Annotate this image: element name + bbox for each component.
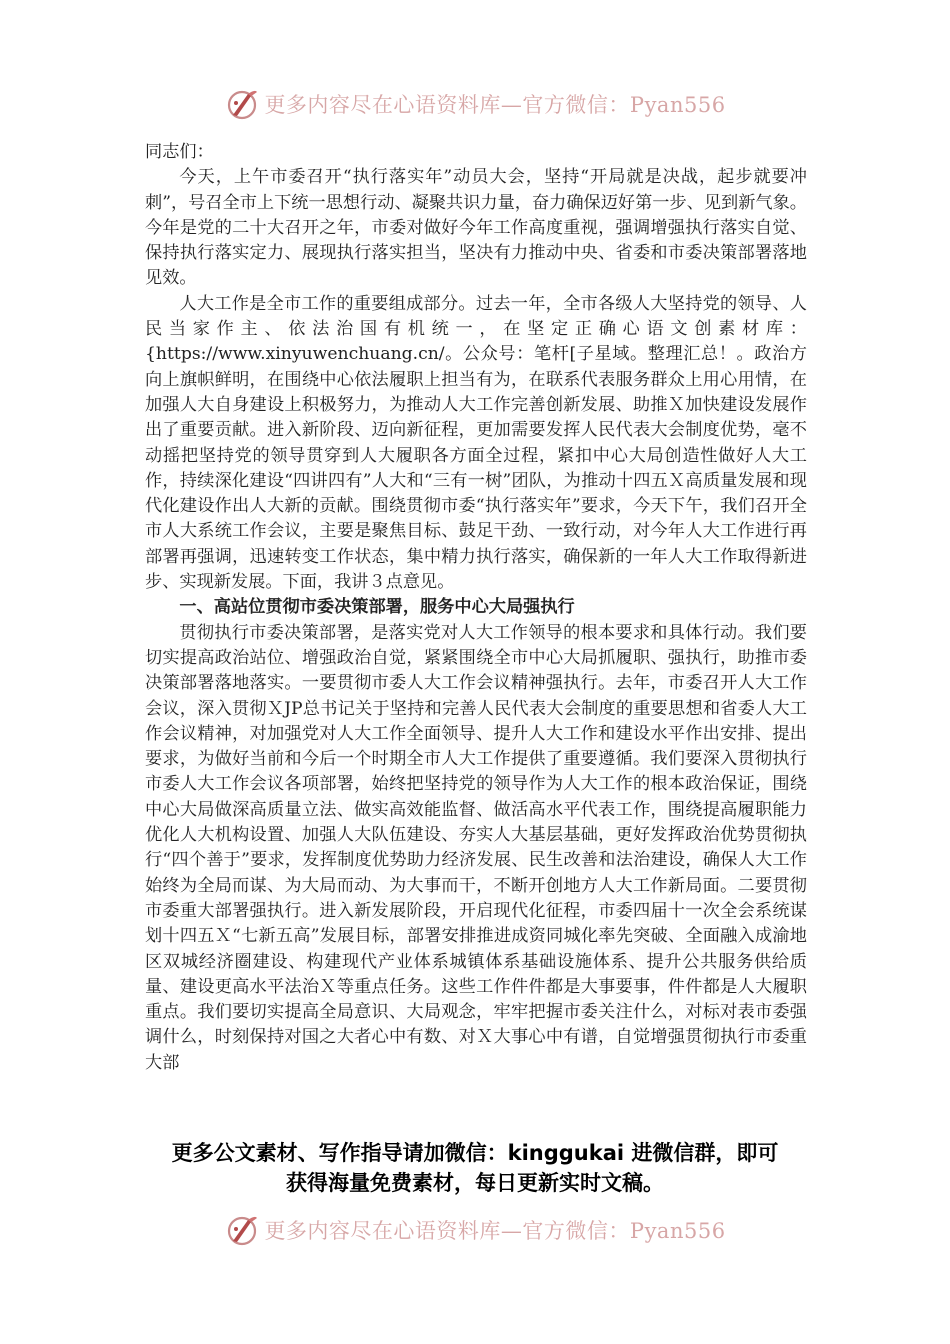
salutation: 同志们：: [145, 142, 214, 162]
document-body: [145, 140, 807, 1076]
header-banner: [0, 84, 950, 124]
promo-line-2: 获得海量免费素材，每日更新实时文稿。: [286, 1171, 664, 1195]
quill-pen-circle-icon: [224, 1212, 260, 1248]
promo-line-1: 更多公文素材、写作指导请加微信：kinggukai 进微信群，即可: [171, 1141, 779, 1165]
section-heading: 一、高站位贯彻市委决策部署，服务中心大局强执行: [179, 597, 575, 618]
footer-banner: [0, 1210, 950, 1250]
paragraph-npc-work: 人大工作是全市工作的重要组成部分。过去一年，全市各级人大坚持党的领导、人民当家作主、依法治国有机统一，在坚定正确心语文创素材库：{https://www.xinyuwenchuang.cn/。公众号：笔杆[子星域。整理汇总！。政治方向上旗帜鲜明，在围绕中心依法履职上担当有为，在联系代表服务群众上用心用情，在加强人大自身建设上积极努力，为推动人大工作完善创新发展、助推Ｘ加快建设发展作出了重要贡献。进入新阶段、迈向新征程，更加需要发挥人民代表大会制度优势，毫不动摇把坚持党的领导贯穿到人大履职各方面全过程，紧扣中心大局创造性做好人大工作，持续深化建设“四讲四有”人大和“三有一树”团队，为推动十四五Ｘ高质量发展和现代化建设作出人大新的贡献。围绕贯彻市委“执行落实年”要求，今天下午，我们召开全市人大系统工作会议，主要是聚焦目标、鼓足干劲、一致行动，对今年人大工作进行再部署再强调，迅速转变工作状态，集中精力执行落实，确保新的一年人大工作取得新进步、实现新发展。下面，我讲３点意见。: [145, 293, 807, 593]
section-paragraph: 贯彻执行市委决策部署，是落实党对人大工作领导的根本要求和具体行动。我们要切实提高政治站位、增强政治自觉，紧紧围绕全市中心大局抓履职、强执行，助推市委决策部署落地落实。一要贯彻市委人大工作会议精神强执行。去年，市委召开人大工作会议，深入贯彻ＸJP总书记关于坚持和完善人民代表大会制度的重要思想和省委人大工作会议精神，对加强党对人大工作全面领导、提升人大工作和建设水平作出安排、提出要求，为做好当前和今后一个时期全市人大工作提供了重要遵循。我们要深入贯彻执行市委人大工作会议各项部署，始终把坚持党的领导作为人大工作的根本政治保证，围绕中心大局做深高质量立法、做实高效能监督、做活高水平代表工作，围绕提高履职能力优化人大机构设置、加强人大队伍建设、夯实人大基层基础，更好发挥政治优势贯彻执行“四个善于”要求，发挥制度优势助力经济发展、民生改善和法治建设，确保人大工作始终为全局而谋、为大局而动、为大事而干，不断开创地方人大工作新局面。二要贯彻市委重大部署强执行。进入新发展阶段，开启现代化征程，市委四届十一次全会系统谋划十四五Ｘ“七新五高”发展目标，部署安排推进成资同城化率先突破、全面融入成渝地区双城经济圈建设、构建现代产业体系城镇体系基础设施体系、提升公共服务供给质量、建设更高水平法治Ｘ等重点任务。这些工作件件都是大事要事，件件都是人大履职重点。我们要切实提高全局意识、大局观念，牢牢把握市委关注什么，对标对表市委强调什么，时刻保持对国之大者心中有数、对Ｘ大事心中有谱，自觉增强贯彻执行市委重大部: [145, 622, 807, 1073]
paragraph-opening: 今天，上午市委召开“执行落实年”动员大会，坚持“开局就是决战，起步就要冲刺”，号召全市上下统一思想行动、凝聚共识力量，奋力确保迈好第一步、见到新气象。今年是党的二十大召开之年，市委对做好今年工作高度重视，强调增强执行落实自觉、保持执行落实定力、展现执行落实担当，坚决有力推动中央、省委和市委决策部署落地见效。: [145, 167, 807, 289]
promo-notice: [100, 1138, 850, 1198]
header-banner-text: 更多内容尽在心语资料库—官方微信：Pyan556: [264, 93, 726, 117]
footer-banner-text: 更多内容尽在心语资料库—官方微信：Pyan556: [264, 1219, 726, 1243]
quill-pen-circle-icon: [224, 86, 260, 122]
